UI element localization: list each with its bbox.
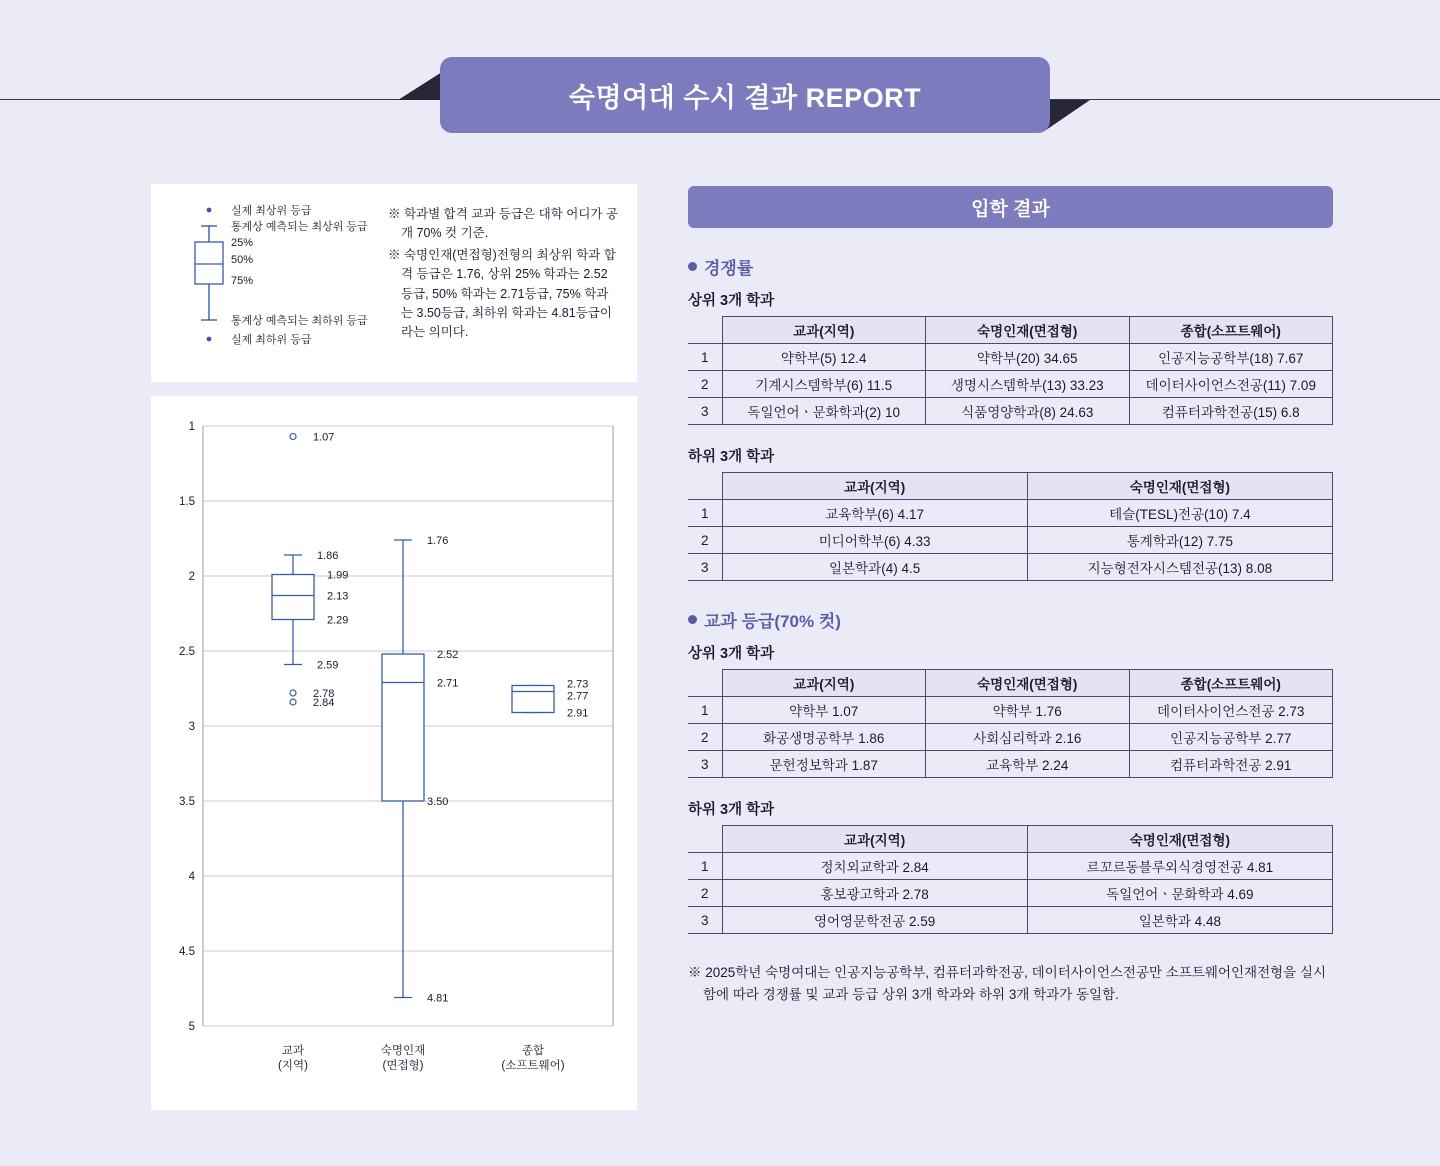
table-row <box>688 697 1333 724</box>
svg-text:1.76: 1.76 <box>427 535 449 547</box>
group-title-competition <box>688 254 1333 279</box>
legend-label-5: 통계상 예측되는 최하위 등급 <box>231 315 368 327</box>
svg-text:2.59: 2.59 <box>317 659 339 672</box>
cell-index: 2 <box>688 724 722 751</box>
cell-jonghap: 컴퓨터과학전공(15) 6.8 <box>1129 398 1333 425</box>
cell-sukmyeong: 식품영양학과(8) 24.63 <box>926 398 1130 425</box>
subtitle-competition-bottom: 하위 3개 학과 <box>688 449 775 465</box>
legend-note-1: ※ 숙명인재(면접형)전형의 최상위 학과 합격 등급은 1.76, 상위 25% 학과는 2.52등급, 50% 학과는 2.71등급, 75% 학과는 3.50등급, 최하위 학과는 4.81등급이라는 의미다. <box>388 247 616 340</box>
boxplot-chart <box>151 396 637 1110</box>
col-gyogwa: 교과(지역) <box>722 317 926 344</box>
banner-wing-left <box>398 72 442 100</box>
svg-text:4.5: 4.5 <box>179 946 195 958</box>
col-gyogwa: 교과(지역) <box>722 473 1027 500</box>
legend-label-1: 통계상 예측되는 최상위 등급 <box>231 221 368 233</box>
cell-sukmyeong: 약학부(20) 34.65 <box>926 344 1130 371</box>
table-competition-bottom <box>688 472 1333 581</box>
legend-label-3: 50% <box>231 254 254 266</box>
page-title: 숙명여대 수시 결과 REPORT <box>568 82 922 113</box>
legend-label-4: 75% <box>231 275 254 287</box>
table-header-row <box>688 317 1333 344</box>
cell-index: 3 <box>688 907 722 934</box>
cell-gyogwa: 일본학과(4) 4.5 <box>722 554 1027 581</box>
cell-index: 3 <box>688 751 722 778</box>
group-title-grades-label: 교과 등급(70% 컷) <box>704 612 841 631</box>
cell-index: 1 <box>688 500 722 527</box>
cell-gyogwa: 정치외교학과 2.84 <box>722 853 1027 880</box>
bullet-dot-icon <box>688 615 697 624</box>
cell-sukmyeong: 통계학과(12) 7.75 <box>1027 527 1332 554</box>
svg-text:1.86: 1.86 <box>317 550 339 562</box>
svg-text:1.5: 1.5 <box>179 496 195 508</box>
svg-text:종합: 종합 <box>521 1045 545 1057</box>
cell-index: 1 <box>688 853 722 880</box>
legend-note-0: ※ 학과별 합격 교과 등급은 대학 어디가 공개 70% 컷 기준. <box>388 207 619 241</box>
subtitle-competition-top: 상위 3개 학과 <box>688 293 775 309</box>
cell-gyogwa: 기계시스템학부(6) 11.5 <box>722 371 926 398</box>
svg-text:(소프트웨어): (소프트웨어) <box>501 1060 565 1072</box>
svg-text:1: 1 <box>188 421 195 433</box>
results-banner <box>688 186 1333 228</box>
cell-gyogwa: 약학부(5) 12.4 <box>722 344 926 371</box>
cell-sukmyeong: 지능형전자시스템전공(13) 8.08 <box>1027 554 1332 581</box>
cell-gyogwa: 약학부 1.07 <box>722 697 926 724</box>
col-index <box>688 826 722 853</box>
col-sukmyeong: 숙명인재(면접형) <box>1027 826 1332 853</box>
col-sukmyeong: 숙명인재(면접형) <box>926 670 1130 697</box>
svg-text:2: 2 <box>188 571 195 583</box>
cell-sukmyeong: 테슬(TESL)전공(10) 7.4 <box>1027 500 1332 527</box>
col-gyogwa: 교과(지역) <box>722 826 1027 853</box>
legend-notes <box>388 205 618 345</box>
col-jonghap: 종합(소프트웨어) <box>1129 670 1333 697</box>
col-jonghap: 종합(소프트웨어) <box>1129 317 1333 344</box>
table-competition-top <box>688 316 1333 425</box>
svg-text:2.84: 2.84 <box>313 697 335 709</box>
col-gyogwa: 교과(지역) <box>722 670 926 697</box>
svg-text:2.71: 2.71 <box>437 677 459 690</box>
cell-sukmyeong: 교육학부 2.24 <box>926 751 1130 778</box>
table-row <box>688 907 1333 934</box>
svg-text:2.29: 2.29 <box>327 614 349 627</box>
cell-sukmyeong: 일본학과 4.48 <box>1027 907 1332 934</box>
svg-text:5: 5 <box>188 1021 195 1033</box>
results-panel <box>688 186 1333 1005</box>
svg-text:3: 3 <box>188 721 195 733</box>
legend-label-2: 25% <box>231 237 254 249</box>
legend-label-0: 실제 최상위 등급 <box>231 205 312 217</box>
table-row <box>688 371 1333 398</box>
svg-text:2.5: 2.5 <box>179 646 195 658</box>
cell-jonghap: 인공지능공학부 2.77 <box>1129 724 1333 751</box>
cell-gyogwa: 교육학부(6) 4.17 <box>722 500 1027 527</box>
cell-index: 2 <box>688 527 722 554</box>
group-title-grades <box>688 607 1333 632</box>
table-row <box>688 880 1333 907</box>
svg-text:(면접형): (면접형) <box>382 1060 424 1072</box>
boxplot-chart-card <box>151 396 637 1110</box>
page-header-banner <box>440 57 1050 133</box>
cell-gyogwa: 독일언어ㆍ문화학과(2) 10 <box>722 398 926 425</box>
cell-sukmyeong: 약학부 1.76 <box>926 697 1130 724</box>
cell-sukmyeong: 독일언어ㆍ문화학과 4.69 <box>1027 880 1332 907</box>
cell-gyogwa: 화공생명공학부 1.86 <box>722 724 926 751</box>
bullet-dot-icon <box>688 262 697 271</box>
results-footnote: ※ 2025학년 숙명여대는 인공지능공학부, 컴퓨터과학전공, 데이터사이언스전공만 소프트웨어인재전형을 실시함에 따라 경쟁률 및 교과 등급 상위 3개 학과와 하위 3개 학과가 동일함. <box>688 965 1327 1002</box>
svg-text:숙명인재: 숙명인재 <box>380 1045 426 1057</box>
cell-index: 3 <box>688 554 722 581</box>
svg-text:2.77: 2.77 <box>567 690 589 703</box>
table-row <box>688 398 1333 425</box>
svg-text:2.78: 2.78 <box>313 688 335 700</box>
table-header-row <box>688 826 1333 853</box>
svg-text:2.13: 2.13 <box>327 590 349 603</box>
cell-jonghap: 데이터사이언스전공 2.73 <box>1129 697 1333 724</box>
svg-text:4: 4 <box>188 871 195 883</box>
subtitle-grades-bottom: 하위 3개 학과 <box>688 802 775 818</box>
results-banner-label: 입학 결과 <box>971 198 1050 220</box>
cell-jonghap: 인공지능공학부(18) 7.67 <box>1129 344 1333 371</box>
svg-text:3.5: 3.5 <box>179 796 195 808</box>
banner-wing-right <box>1046 100 1090 130</box>
col-sukmyeong: 숙명인재(면접형) <box>926 317 1130 344</box>
cell-jonghap: 데이터사이언스전공(11) 7.09 <box>1129 371 1333 398</box>
table-row <box>688 853 1333 880</box>
table-row <box>688 344 1333 371</box>
cell-sukmyeong: 생명시스템학부(13) 33.23 <box>926 371 1130 398</box>
cell-gyogwa: 문헌정보학과 1.87 <box>722 751 926 778</box>
subtitle-grades-top: 상위 3개 학과 <box>688 646 775 662</box>
svg-text:1.99: 1.99 <box>327 569 349 582</box>
table-row <box>688 500 1333 527</box>
cell-index: 2 <box>688 880 722 907</box>
cell-index: 3 <box>688 398 722 425</box>
cell-sukmyeong: 사회심리학과 2.16 <box>926 724 1130 751</box>
cell-gyogwa: 미디어학부(6) 4.33 <box>722 527 1027 554</box>
svg-text:2.73: 2.73 <box>567 678 589 691</box>
table-row <box>688 554 1333 581</box>
svg-text:4.81: 4.81 <box>427 992 449 1005</box>
table-grades-bottom <box>688 825 1333 934</box>
group-title-competition-label: 경쟁률 <box>704 259 754 278</box>
cell-index: 1 <box>688 344 722 371</box>
svg-text:2.52: 2.52 <box>437 649 459 661</box>
table-header-row <box>688 670 1333 697</box>
table-grades-top <box>688 669 1333 778</box>
table-row <box>688 751 1333 778</box>
cell-index: 1 <box>688 697 722 724</box>
col-sukmyeong: 숙명인재(면접형) <box>1027 473 1332 500</box>
cell-gyogwa: 영어영문학전공 2.59 <box>722 907 1027 934</box>
cell-sukmyeong: 르꼬르동블루외식경영전공 4.81 <box>1027 853 1332 880</box>
svg-text:(지역): (지역) <box>278 1060 308 1072</box>
svg-text:교과: 교과 <box>281 1045 305 1057</box>
svg-text:3.50: 3.50 <box>427 796 449 808</box>
svg-text:2.91: 2.91 <box>567 707 589 720</box>
table-row <box>688 527 1333 554</box>
legend-label-6: 실제 최하위 등급 <box>231 334 312 346</box>
col-index <box>688 670 722 697</box>
table-header-row <box>688 473 1333 500</box>
cell-index: 2 <box>688 371 722 398</box>
svg-text:1.07: 1.07 <box>313 431 335 444</box>
cell-jonghap: 컴퓨터과학전공 2.91 <box>1129 751 1333 778</box>
table-row <box>688 724 1333 751</box>
col-index <box>688 317 722 344</box>
col-index <box>688 473 722 500</box>
cell-gyogwa: 홍보광고학과 2.78 <box>722 880 1027 907</box>
